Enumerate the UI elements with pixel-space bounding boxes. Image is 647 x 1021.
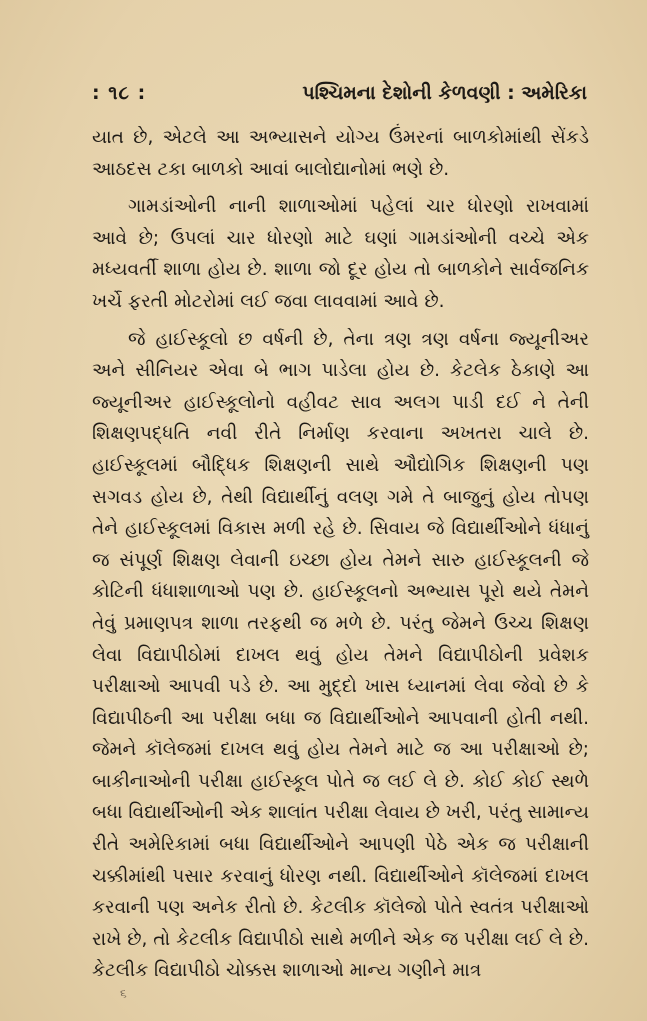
page-number: : ૧૮ : bbox=[92, 82, 147, 104]
paragraph: યાત છે, એટલે આ અભ્યાસને યોગ્ય ઉંમરનાં બાળકોમાંથી સેંકડે આઠદસ ટકા બાળકો આવાં બાલોદ્યાનોમાં ભણે છે. bbox=[92, 127, 589, 180]
running-title: પશ્ચિમના દેશોની કેળવણી : અમેરિકા bbox=[302, 82, 587, 104]
signature-mark: ૬ bbox=[120, 986, 127, 1000]
body-text bbox=[92, 122, 589, 987]
paragraph: ગામડાંઓની નાની શાળાઓમાં પહેલાં ચાર ધોરણો રાખવામાં આવે છે; ઉપલાં ચાર ધોરણો માટે ઘણાં ગામડાંઓની વચ્ચે એક મધ્યવર્તી શાળા હોય છે. શાળા જો દૂર હોય તો બાળકોને સાર્વજનિક ખર્ચે ફરતી મોટરોમાં લઈ જવા લાવવામાં આવે છે. bbox=[92, 196, 589, 312]
paragraph: જે હાઈસ્કૂલો છ વર્ષની છે, તેના ત્રણ ત્રણ વર્ષના જ્યૂનીઅર અને સીનિયર એવા બે ભાગ પાડેલા હોય છે. કેટલેક ઠેકાણે આ જ્યૂનીઅર હાઈસ્કૂલોનો વહીવટ સાવ અલગ પાડી દઈ ને તેની શિક્ષણપદ્ધતિ નવી રીતે નિર્માણ કરવાના અખતરા ચાલે છે. હાઈસ્કૂલમાં બૌદ્ધિક શિક્ષણની સાથે ઔદ્યોગિક શિક્ષણની પણ સગવડ હોય છે, તેથી વિદ્યાર્થીનું વલણ ગમે તે બાજુનું હોય તોપણ તેને હાઈસ્કૂલમાં વિકાસ મળી રહે છે. સિવાય જે વિદ્યાર્થીઓને ધંધાનું જ સંપૂર્ણ શિક્ષણ લેવાની ઇચ્છા હોય તેમને સારુ હાઈસ્કૂલની જે કોટિની ધંધાશાળાઓ પણ છે. હાઈસ્કૂલનો અભ્યાસ પૂરો થયે તેમને તેવું પ્રમાણપત્ર શાળા તરફથી જ મળે છે. પરંતુ જેમને ઉચ્ચ શિક્ષણ લેવા વિદ્યાપીઠોમાં દાખલ થવું હોય તેમને વિદ્યાપીઠોની પ્રવેશક પરીક્ષાઓ આપવી પડે છે. આ મુદ્દો ખાસ ધ્યાનમાં લેવા જેવો છે કે વિદ્યાપીઠની આ પરીક્ષા બધા જ વિદ્યાર્થીઓને આપવાની હોતી નથી. જેમને કૉલેજમાં દાખલ થવું હોય તેમને માટે જ આ પરીક્ષાઓ છે; બાકીનાઓની પરીક્ષા હાઈસ્કૂલ પોતે જ લઈ લે છે. કોઈ કોઈ સ્થળે બધા વિદ્યાર્થીઓની એક શાલાંત પરીક્ષા લેવાય છે ખરી, પરંતુ સામાન્ય રીતે અમેરિકામાં બધા વિદ્યાર્થીઓને આપણી પેઠે એક જ પરીક્ષાની ચક્કીમાંથી પસાર કરવાનું ધોરણ નથી. વિદ્યાર્થીઓને કૉલેજમાં દાખલ કરવાની પણ અનેક રીતો છે. કેટલીક કૉલેજો પોતે સ્વતંત્ર પરીક્ષાઓ રાખે છે, તો કેટલીક વિદ્યાપીઠો સાથે મળીને એક જ પરીક્ષા લઈ લે છે. કેટલીક વિદ્યાપીઠો ચોક્કસ શાળાઓ માન્ય ગણીને માત્ર bbox=[92, 328, 589, 982]
page-header bbox=[92, 82, 587, 110]
